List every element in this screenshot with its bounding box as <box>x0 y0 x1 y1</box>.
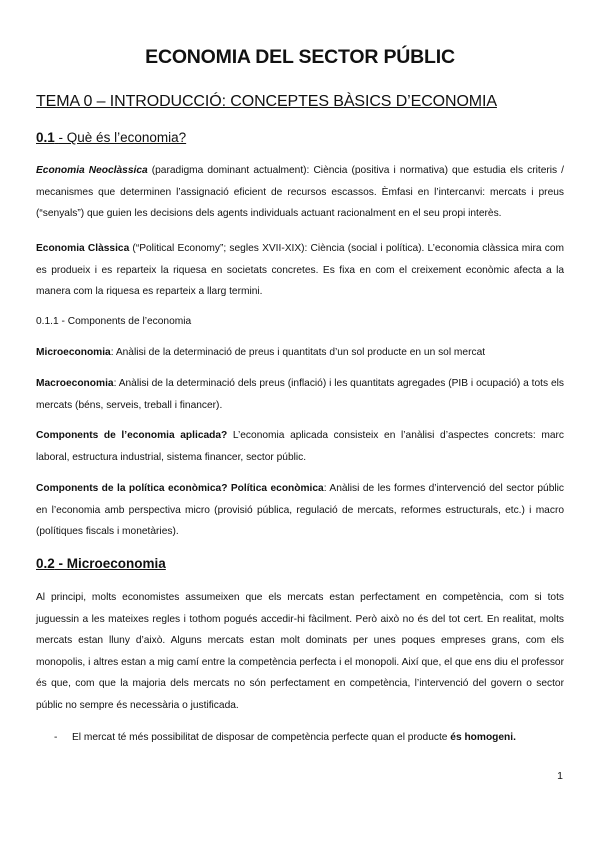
text-neoclassica: (paradigma dominant actualment): Ciència (positiva i normativa) que estudia els criteris / mecanismes que determinen l’assignació eficient de recursos escassos. Èmfasi en l’intercanvi: mercats i preus (“senyals”) que guien les decisions dels agents individuals actuant racionalment en el seu propi interès. <box>36 165 565 219</box>
bullet-text-plain: El mercat té més possibilitat de disposar de competència perfecte quan el producte <box>72 732 451 743</box>
bullet-text <box>72 730 516 746</box>
term-economia-aplicada: Components de l’economia aplicada? <box>36 430 228 441</box>
section-heading-0-1 <box>36 130 186 145</box>
paragraph-politica-economica <box>36 478 564 543</box>
paragraph-neoclassica <box>36 160 564 225</box>
term-politica-economica: Components de la política econòmica? Política econòmica <box>36 483 324 494</box>
term-microeconomia: Microeconomia <box>36 347 111 358</box>
term-classica: Economia Clàssica <box>36 243 130 254</box>
paragraph-macroeconomia <box>36 373 564 416</box>
section-number: 0.2 <box>36 556 55 571</box>
term-neoclassica: Economia Neoclàssica <box>36 165 148 176</box>
document-title: ECONOMIA DEL SECTOR PÚBLIC <box>145 46 455 68</box>
paragraph-classica <box>36 238 564 303</box>
section-heading-0-2 <box>36 556 166 571</box>
text-politica-economica: : Anàlisi de les formes d’intervenció del sector públic en l’economia amb perspectiva micro (provisió pública, regulació de mercats, reformes estructurals, etc.) i macro (polítiques fiscals i monetàries). <box>36 483 564 537</box>
section-title: - Microeconomia <box>54 556 166 571</box>
paragraph-al-principi: Al principi, molts economistes assumeixen que els mercats estan perfectament en competència, com si tots juguessin a les mateixes regles i tothom pogués accedir-hi fàcilment. Però això no és del tot cert. En realitat, molts mercats estan lluny d’això. Alguns mercats estan molt dominats per unes poques empreses grans, com els monopolis, i altres estan a mig camí entre la competència perfecta i el monopoli. Així que, el que ens diu el professor és que, com que la majoria dels mercats no són perfectament en competència, l’intervenció del govern o sector públic no sempre és necessària o justificada. <box>36 592 564 711</box>
text-macroeconomia: : Anàlisi de la determinació dels preus (inflació) i les quantitats agregades (PIB i ocupació) a tots els mercats (béns, serveis, treball i financer). <box>36 378 564 411</box>
text-microeconomia: : Anàlisi de la determinació de preus i quantitats d’un sol producte en un sol mercat <box>110 347 486 358</box>
text-classica: (“Political Economy”; segles XVII-XIX): Ciència (social i política). L’economia clàssica mira com es produeix i es reparteix la riquesa en societats concretes. Es fixa en com el creixement econòmic afecta a la manera com la riquesa es reparteix a llarg termini. <box>36 243 564 297</box>
text-economia-aplicada: L’economia aplicada consisteix en l’anàlisi d’aspectes concrets: marc laboral, estructura industrial, sistema financer, sector públic. <box>36 430 564 463</box>
topic-heading: TEMA 0 – INTRODUCCIÓ: CONCEPTES BÀSICS D’ECONOMIA <box>36 93 497 110</box>
subsection-heading-0-1-1: 0.1.1 - Components de l’economia <box>36 316 192 327</box>
paragraph-microeconomia <box>36 345 564 361</box>
bullet-dash: - <box>54 732 58 743</box>
section-number: 0.1 <box>36 130 55 145</box>
bullet-text-emphasis: és homogeni. <box>450 732 516 743</box>
paragraph-economia-aplicada <box>36 425 564 468</box>
page-number: 1 <box>557 770 563 782</box>
term-macroeconomia: Macroeconomia <box>36 378 114 389</box>
section-title: - Què és l’economia? <box>58 130 187 145</box>
